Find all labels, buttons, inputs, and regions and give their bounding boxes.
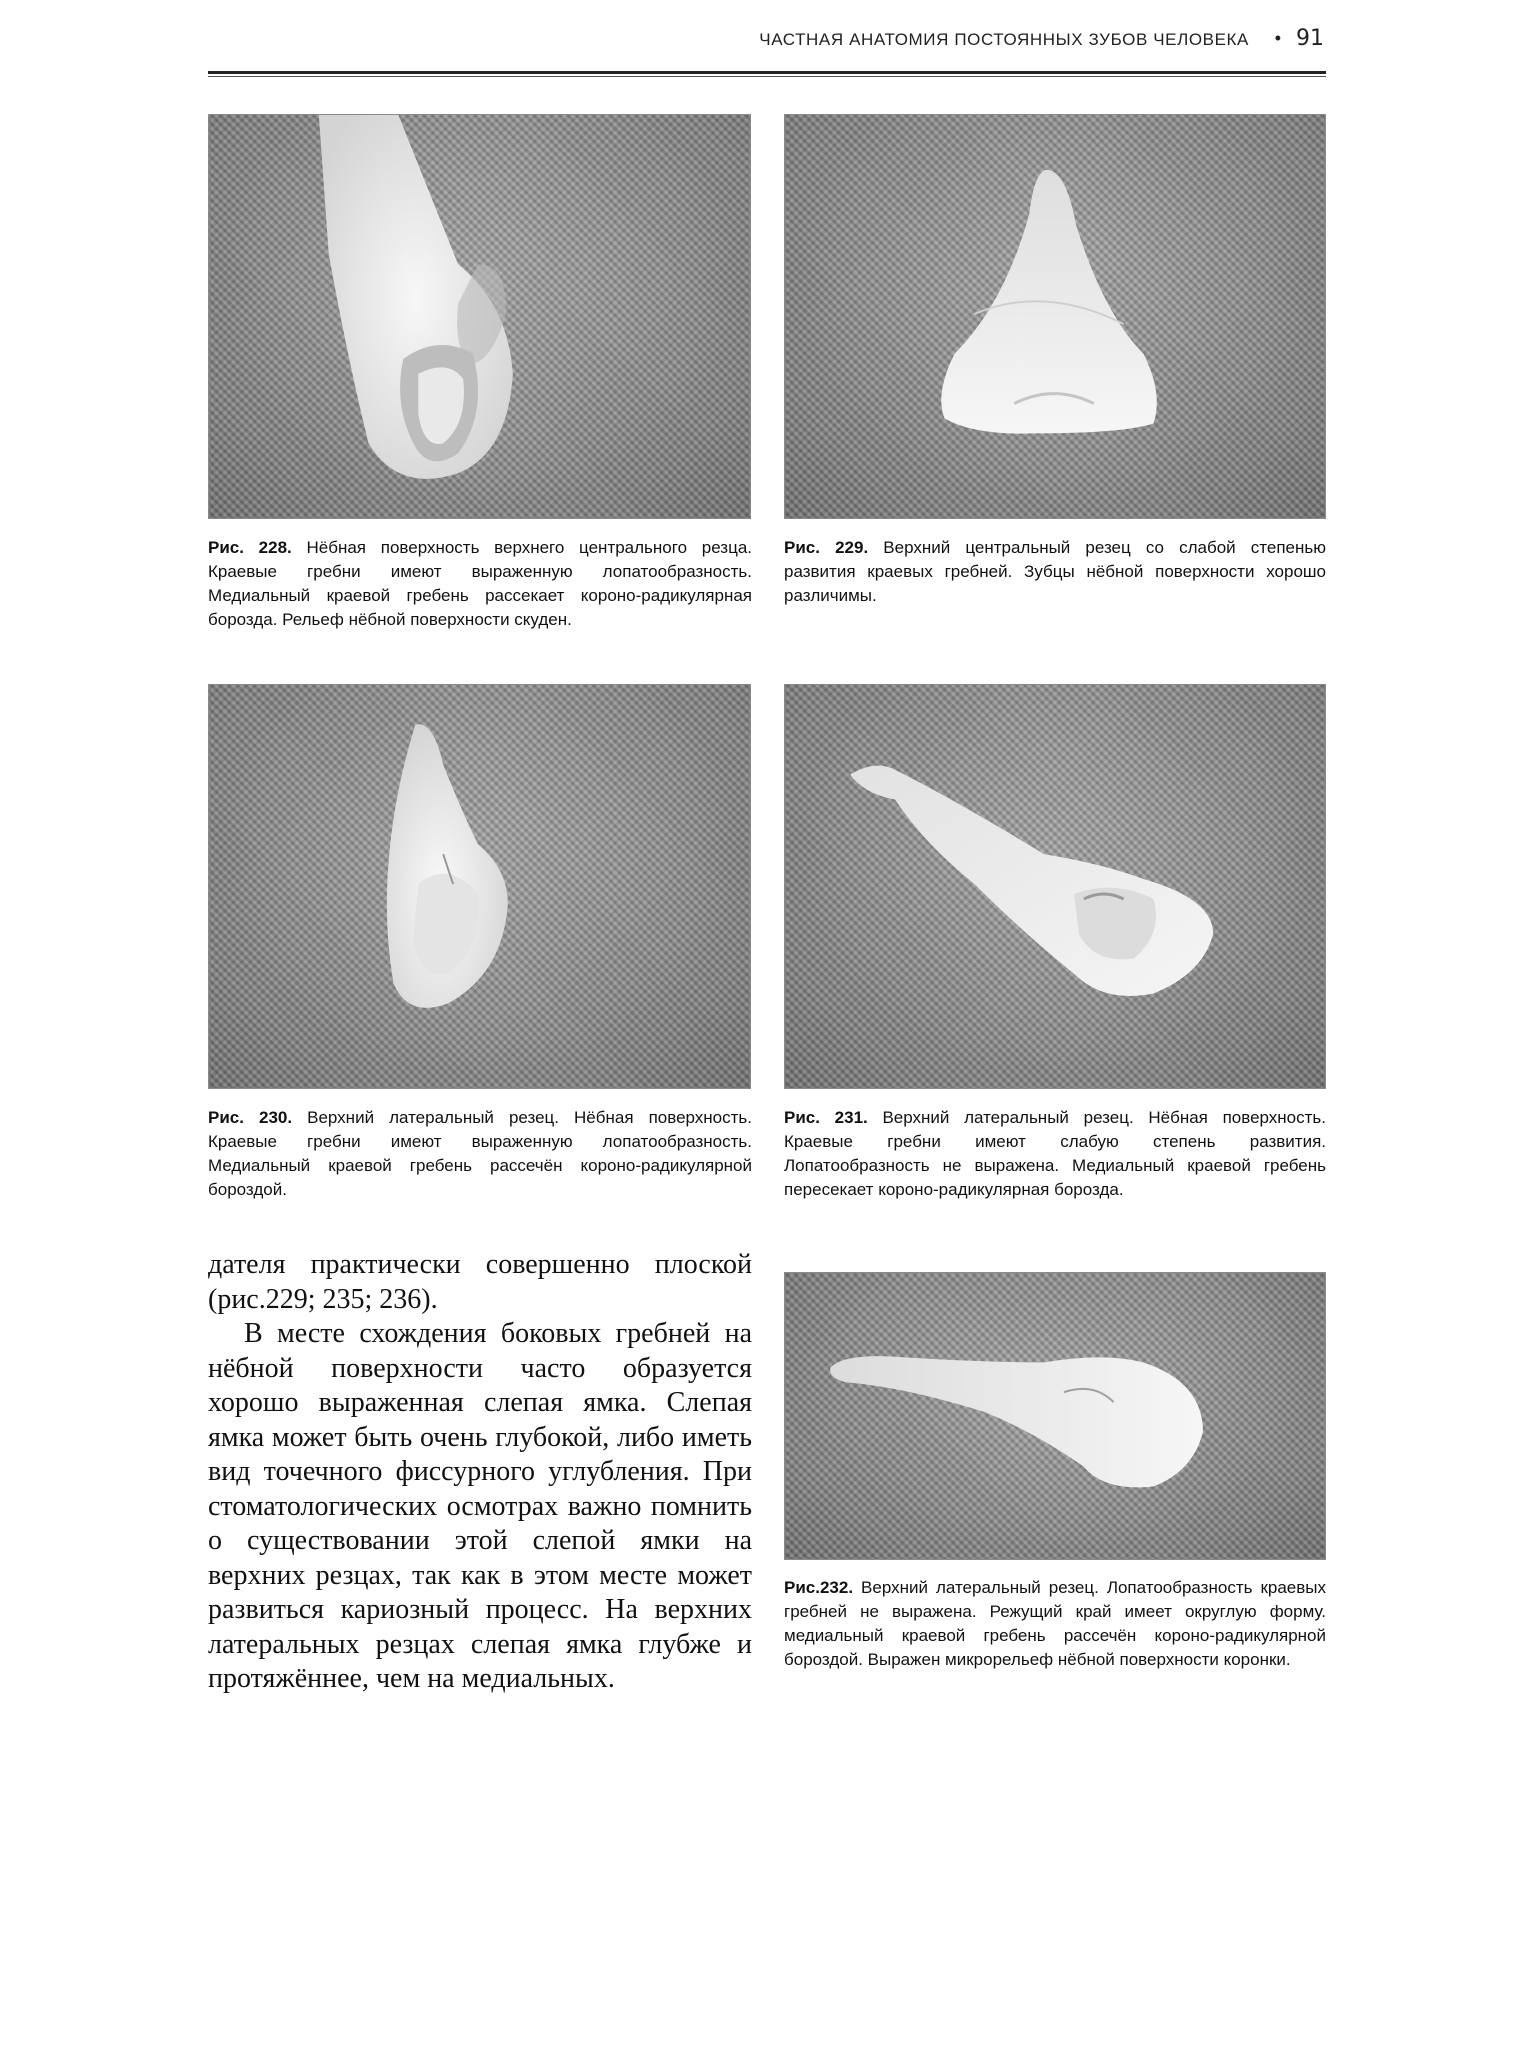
figure-232-text: Верхний латеральный резец. Лопатообразность краевых гребней не выражена. Режущий край имеет округлую форму. медиальный краевой гребень рассечён короно-радикулярной бороздой. Выражен микрорельеф нёбной поверхности коронки. xyxy=(784,1578,1326,1669)
tooth-228-image xyxy=(209,115,750,518)
figure-229-photo xyxy=(784,114,1326,519)
figure-228-text: Нёбная поверхность верхнего центрального резца. Краевые гребни имеют выраженную лопатообразность. Медиальный краевой гребень рассекает короно-радикулярная борозда. Рельеф нёбной поверхности скуден. xyxy=(208,538,753,629)
figure-230-photo xyxy=(208,684,751,1089)
figure-231-text: Верхний латеральный резец. Нёбная поверхность. Краевые гребни имеют слабую степень развития. Лопатообразность не выражена. Медиальный краевой гребень пересекает короно-радикулярная борозда. xyxy=(784,1108,1326,1199)
running-header-title: ЧАСТНАЯ АНАТОМИЯ ПОСТОЯННЫХ ЗУБОВ ЧЕЛОВЕКА xyxy=(759,30,1249,49)
body-text xyxy=(208,1248,752,1697)
page-number: 91 xyxy=(1296,26,1324,51)
figure-232-label: Рис.232. xyxy=(784,1578,854,1597)
running-header xyxy=(0,0,1534,80)
figure-228-photo xyxy=(208,114,751,519)
tooth-231-image xyxy=(785,685,1325,1088)
figure-232-photo xyxy=(784,1272,1326,1560)
header-rule-thin xyxy=(208,76,1326,77)
figure-231-caption xyxy=(784,1106,1326,1202)
body-paragraph-1: дателя практически совершенно плоской (рис.229; 235; 236). xyxy=(208,1249,752,1315)
figure-230-caption xyxy=(208,1106,752,1202)
tooth-232-image xyxy=(785,1273,1325,1559)
figure-232-caption xyxy=(784,1576,1326,1672)
tooth-229-image xyxy=(785,115,1325,518)
figure-230-label: Рис. 230. xyxy=(208,1108,293,1127)
figure-228-label: Рис. 228. xyxy=(208,538,292,557)
figure-231-photo xyxy=(784,684,1326,1089)
tooth-230-image xyxy=(209,685,750,1088)
header-rule xyxy=(208,71,1326,74)
header-bullet: • xyxy=(1274,28,1281,48)
figure-228-caption xyxy=(208,536,752,632)
figure-229-caption xyxy=(784,536,1326,608)
figure-229-label: Рис. 229. xyxy=(784,538,869,557)
figure-230-text: Верхний латеральный резец. Нёбная поверхность. Краевые гребни имеют выраженную лопатообразность. Медиальный краевой гребень рассечён короно-радикулярной бороздой. xyxy=(208,1108,753,1199)
figure-229-text: Верхний центральный резец со слабой степенью развития краевых гребней. Зубцы нёбной поверхности хорошо различимы. xyxy=(784,538,1326,605)
figure-231-label: Рис. 231. xyxy=(784,1108,868,1127)
body-paragraph-2: В месте схождения боковых гребней на нёбной поверхности часто образуется хорошо выраженная слепая ямка. Слепая ямка может быть очень глубокой, либо иметь вид точечного фиссурного углубления. При стоматологических осмотрах важно помнить о существовании этой слепой ямки на верхних резцах, так как в этом месте может развиться кариозный процесс. На верхних латеральных резцах слепая ямка глубже и протяжённее, чем на медиальных. xyxy=(208,1318,752,1694)
